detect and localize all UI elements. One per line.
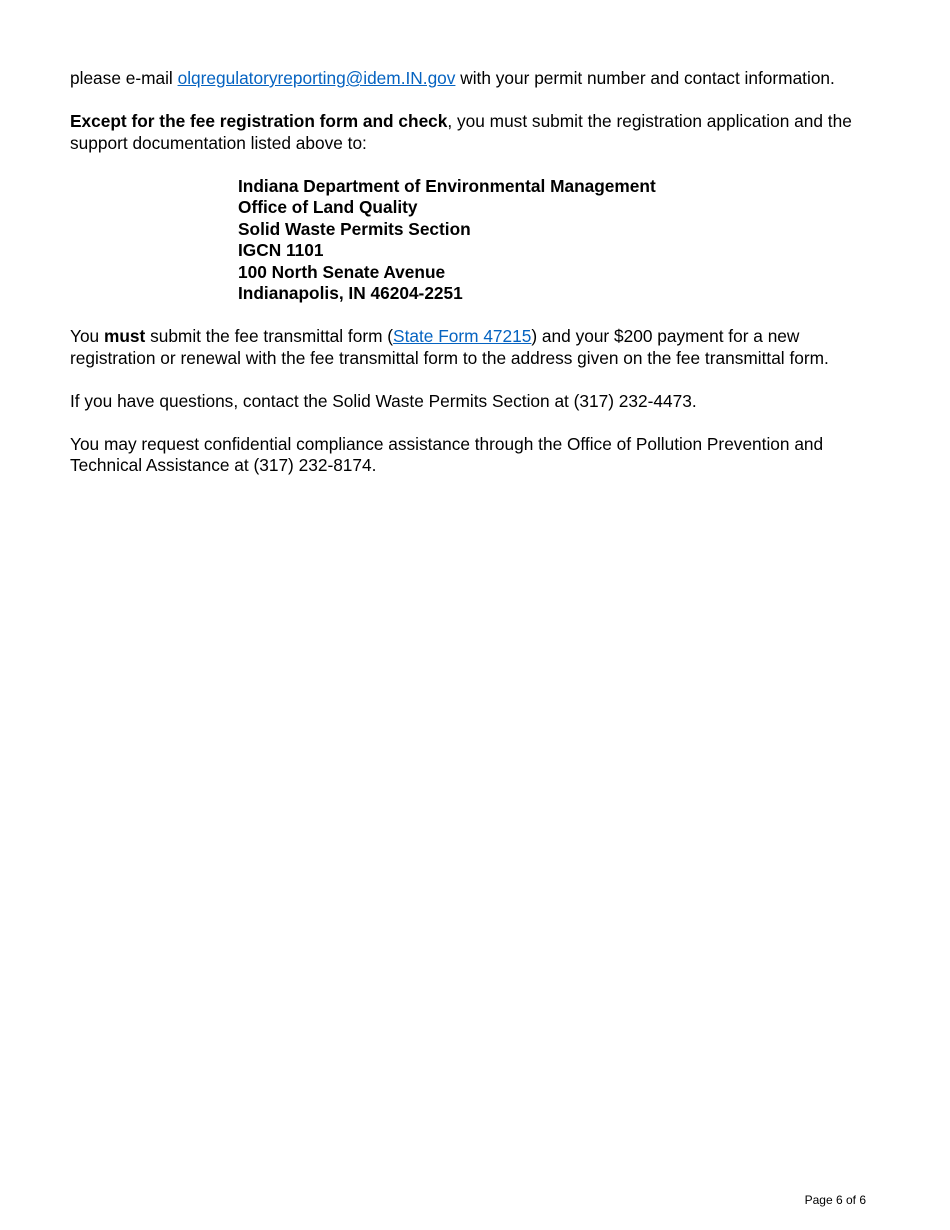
fee-part1: You	[70, 326, 104, 346]
assistance-paragraph: You may request confidential compliance assistance through the Office of Pollution Prevention and Technical Assistance at (317) 232-8174.	[70, 433, 824, 475]
page-number: Page 6 of 6	[804, 1193, 866, 1207]
address-line: Office of Land Quality	[238, 197, 418, 217]
fee-paragraph	[70, 326, 870, 369]
mailing-address	[238, 176, 870, 305]
address-line: Indiana Department of Environmental Management	[238, 175, 656, 196]
document-body	[70, 68, 870, 498]
address-line: Solid Waste Permits Section	[238, 218, 471, 239]
intro-suffix: with your permit number and contact information.	[455, 68, 835, 88]
fee-part2: submit the fee transmittal form (	[145, 326, 394, 346]
fee-part3: ) and your $200 payment for a new registration or renewal with the fee transmittal form to the address given on the fee transmittal form.	[70, 326, 829, 368]
intro-paragraph	[70, 68, 870, 90]
intro-prefix: please e-mail	[70, 68, 178, 88]
submission-paragraph	[70, 111, 870, 154]
email-link[interactable]: olqregulatoryreporting@idem.IN.gov	[177, 68, 456, 88]
submission-rest: , you must submit the registration application and the support documentation listed above to:	[70, 111, 852, 153]
fee-must: must	[103, 326, 146, 346]
address-line: IGCN 1101	[238, 240, 324, 260]
address-line: 100 North Senate Avenue	[238, 261, 446, 282]
state-form-link[interactable]: State Form 47215	[393, 326, 532, 346]
address-line: Indianapolis, IN 46204-2251	[238, 283, 463, 303]
submission-bold-lead: Except for the fee registration form and check	[70, 111, 448, 131]
questions-paragraph: If you have questions, contact the Solid Waste Permits Section at (317) 232-4473.	[70, 390, 697, 411]
